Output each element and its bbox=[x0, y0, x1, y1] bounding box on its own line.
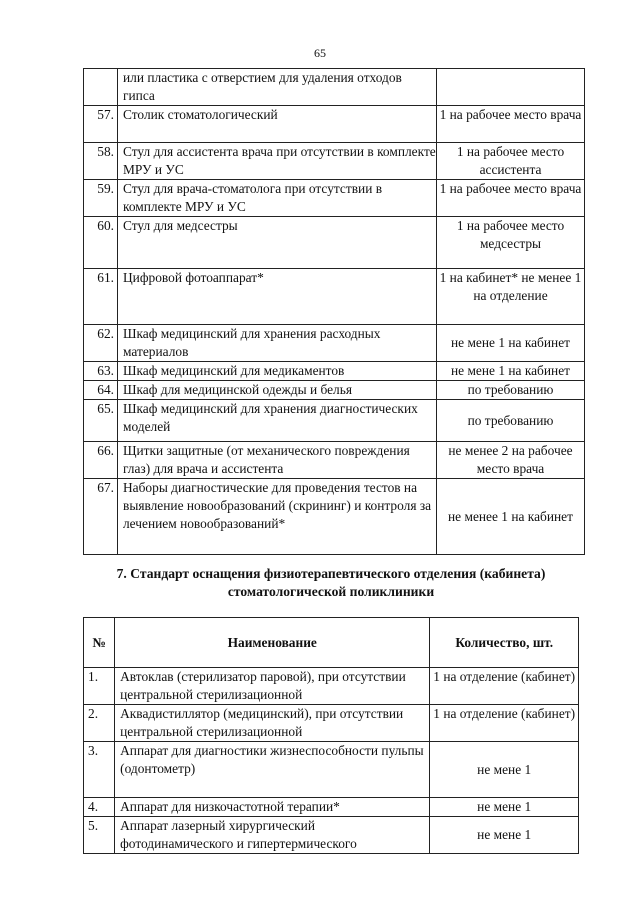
row-number: 4. bbox=[84, 798, 115, 817]
item-name bbox=[115, 742, 430, 798]
section-title-line: 7. Стандарт оснащения физиотерапевтического отделения (кабинета) bbox=[116, 566, 546, 581]
item-quantity: 1 на отделение (кабинет) bbox=[430, 705, 579, 742]
table-row bbox=[84, 325, 585, 362]
table-row bbox=[84, 180, 585, 217]
row-number: 67. bbox=[84, 479, 118, 555]
item-quantity: по требованию bbox=[437, 381, 585, 400]
table-header-row bbox=[84, 618, 579, 668]
item-name: Стул для ассистента врача при отсутствии в комплекте МРУ и УС bbox=[118, 143, 437, 180]
item-name: Шкаф медицинский для медикаментов bbox=[118, 362, 437, 381]
item-quantity: 1 на рабочее место медсестры bbox=[437, 217, 585, 269]
header-name: Наименование bbox=[115, 618, 430, 668]
table-row bbox=[84, 381, 585, 400]
item-quantity bbox=[437, 69, 585, 106]
item-name: Щитки защитные (от механического повреждения глаз) для врача и ассистента bbox=[118, 442, 437, 479]
row-number: 58. bbox=[84, 143, 118, 180]
table-row bbox=[84, 668, 579, 705]
item-name: Стул для врача-стоматолога при отсутствии в комплекте МРУ и УС bbox=[118, 180, 437, 217]
header-quantity: Количество, шт. bbox=[430, 618, 579, 668]
table-row bbox=[84, 362, 585, 381]
table-row bbox=[84, 479, 585, 555]
page-number: 65 bbox=[314, 46, 326, 60]
row-number: 2. bbox=[84, 705, 115, 742]
item-name: Наборы диагностические для проведения тестов на выявление новообразований (скрининг) и контроля за лечением новообразований* bbox=[118, 479, 437, 555]
item-name: Шкаф медицинский для хранения расходных материалов bbox=[118, 325, 437, 362]
header-number: № bbox=[84, 618, 115, 668]
table-row bbox=[84, 400, 585, 442]
item-quantity: не менее 1 на кабинет bbox=[437, 479, 585, 555]
row-number bbox=[84, 69, 118, 106]
item-quantity: 1 на кабинет* не менее 1 на отделение bbox=[437, 269, 585, 325]
table-row bbox=[84, 143, 585, 180]
item-quantity: 1 на рабочее место ассистента bbox=[437, 143, 585, 180]
item-quantity: не мене 1 bbox=[430, 742, 579, 798]
item-quantity: не менее 2 на рабочее место врача bbox=[437, 442, 585, 479]
item-name: Стул для медсестры bbox=[118, 217, 437, 269]
item-name: Автоклав (стерилизатор паровой), при отсутствии центральной стерилизационной bbox=[115, 668, 430, 705]
item-name: Цифровой фотоаппарат* bbox=[118, 269, 437, 325]
item-name: или пластика с отверстием для удаления отходов гипса bbox=[118, 69, 437, 106]
item-quantity: по требованию bbox=[437, 400, 585, 442]
row-number: 59. bbox=[84, 180, 118, 217]
item-quantity: 1 на отделение (кабинет) bbox=[430, 668, 579, 705]
row-number: 60. bbox=[84, 217, 118, 269]
item-quantity: не мене 1 bbox=[430, 817, 579, 854]
item-name: Шкаф медицинский для хранения диагностических моделей bbox=[118, 400, 437, 442]
item-name: Аквадистиллятор (медицинский), при отсутствии центральной стерилизационной bbox=[115, 705, 430, 742]
section-title bbox=[83, 565, 579, 601]
table-row bbox=[84, 817, 579, 854]
table-row bbox=[84, 705, 579, 742]
table-row bbox=[84, 742, 579, 798]
row-number: 66. bbox=[84, 442, 118, 479]
equipment-table-continued bbox=[83, 68, 585, 555]
row-number: 63. bbox=[84, 362, 118, 381]
item-quantity: не мене 1 bbox=[430, 798, 579, 817]
row-number: 5. bbox=[84, 817, 115, 854]
item-name-line: (одонтометр) bbox=[120, 761, 196, 776]
row-number: 1. bbox=[84, 668, 115, 705]
item-name: Шкаф для медицинской одежды и белья bbox=[118, 381, 437, 400]
table-row bbox=[84, 69, 585, 106]
physiotherapy-equipment-table bbox=[83, 617, 579, 854]
table-row bbox=[84, 217, 585, 269]
row-number: 57. bbox=[84, 106, 118, 143]
item-name: Столик стоматологический bbox=[118, 106, 437, 143]
item-name: Аппарат для низкочастотной терапии* bbox=[115, 798, 430, 817]
item-name-line: Аппарат для диагностики жизнеспособности пульпы bbox=[120, 743, 424, 758]
table-row bbox=[84, 442, 585, 479]
row-number: 3. bbox=[84, 742, 115, 798]
row-number: 62. bbox=[84, 325, 118, 362]
item-quantity: не мене 1 на кабинет bbox=[437, 325, 585, 362]
row-number: 64. bbox=[84, 381, 118, 400]
table-row bbox=[84, 106, 585, 143]
section-title-line: стоматологической поликлиники bbox=[227, 584, 435, 599]
table-row bbox=[84, 269, 585, 325]
item-quantity: не мене 1 на кабинет bbox=[437, 362, 585, 381]
row-number: 65. bbox=[84, 400, 118, 442]
row-number: 61. bbox=[84, 269, 118, 325]
item-quantity: 1 на рабочее место врача bbox=[437, 180, 585, 217]
item-name: Аппарат лазерный хирургический фотодинамического и гипертермического bbox=[115, 817, 430, 854]
item-quantity: 1 на рабочее место врача bbox=[437, 106, 585, 143]
table-row bbox=[84, 798, 579, 817]
